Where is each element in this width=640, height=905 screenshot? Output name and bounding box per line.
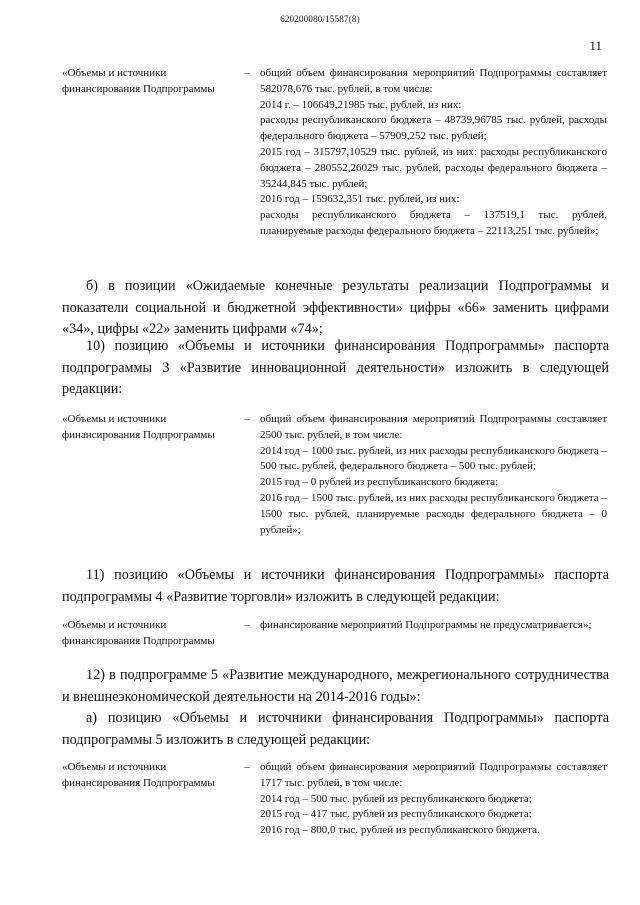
value-line: 2014 год – 500 тыс. рублей из республиканского бюджета;: [260, 792, 532, 805]
value-line: 2016 год – 800,0 тыс. рублей из республиканского бюджета.: [260, 824, 540, 837]
paragraph-text: 11) позицию «Объемы и источники финансирования Подпрограммы» паспорта подпрограммы 4 «Развитие торговли» изложить в следующей редакции:: [62, 567, 609, 605]
funding-table-subprogram-3: [62, 412, 607, 538]
paragraph-10: [62, 336, 609, 401]
value-line: общий объем финансирования мероприятий Подпрограммы составляет 582078,676 тыс. рублей, в том числе:: [260, 67, 607, 95]
table-value: [260, 618, 607, 650]
value-line: 2015 год – 315797,10529 тыс. рублей, из них: расходы республиканского бюджета – 280552,26029 тыс. рублей, расходы федерального бюджета – 35244,845 тыс. рублей;: [260, 145, 607, 190]
value-line: общий объем финансирования мероприятий Подпрограммы составляет 1717 тыс. рублей, в том числе:: [260, 761, 607, 789]
table-label: «Объемы и источники финансирования Подпрограммы: [62, 67, 215, 95]
table-dash: –: [244, 619, 250, 631]
table-value: [260, 66, 607, 240]
funding-table-subprogram-5: [62, 760, 607, 839]
value-line: 2014 год – 1000 тыс. рублей, из них расходы республиканского бюджета – 500 тыс. рублей, федерального бюджета – 500 тыс. рублей;: [260, 444, 607, 473]
table-value: [260, 760, 607, 839]
value-line: общий объем финансирования мероприятий Подпрограммы составляет 2500 тыс. рублей, в том числе:: [260, 413, 607, 441]
paragraph-text: 10) позицию «Объемы и источники финансирования Подпрограммы» паспорта подпрограммы 3 «Развитие инновационной деятельности» изложить в следующей редакции:: [62, 338, 609, 397]
value-line: расходы республиканского бюджета – 48739,96785 тыс. рублей, расходы федерального бюджета – 57909,252 тыс. рублей;: [260, 114, 607, 143]
value-line: 2014 г. – 106649,21985 тыс. рублей, из них:: [260, 98, 462, 111]
value-line: 2016 год – 1500 тыс. рублей, из них расходы республиканского бюджета – 1500 тыс. рублей, планируемые расходы федерального бюджета – 0 рублей»;: [260, 491, 607, 536]
value-line: 2015 год – 417 тыс. рублей из республиканского бюджета;: [260, 808, 532, 821]
paragraph-12: [62, 665, 609, 708]
value-line: финансирование мероприятий Подпрограммы не предусматривается»;: [260, 619, 592, 631]
value-line: 2016 год – 159632,351 тыс. рублей, из них:: [260, 193, 460, 206]
paragraph-11: [62, 565, 609, 608]
paragraph-text: а) позицию «Объемы и источники финансирования Подпрограммы» паспорта подпрограммы 5 изложить в следующей редакции:: [62, 710, 609, 748]
paragraph-text: б) в позиции «Ожидаемые конечные результаты реализации Подпрограммы и показатели социальной и бюджетной эффективности» цифры «66» заменить цифрами «34», цифры «22» заменить цифрами «74»;: [62, 278, 609, 337]
funding-table-subprogram-4: [62, 618, 607, 650]
value-line: расходы республиканского бюджета – 137519,1 тыс. рублей, планируемые расходы федерального бюджета – 22113,251 тыс. рублей»;: [260, 209, 607, 237]
page-number: 11: [589, 38, 602, 53]
document-id: 620200080/15587(8): [280, 14, 360, 24]
table-label: «Объемы и источники финансирования Подпрограммы: [62, 761, 215, 789]
value-line: 2015 год – 0 рублей из республиканского бюджета;: [260, 476, 499, 489]
table-dash: –: [244, 413, 250, 425]
paragraph-b: [62, 276, 609, 341]
table-value: [260, 412, 607, 538]
table-dash: –: [244, 761, 250, 773]
table-label: «Объемы и источники финансирования Подпрограммы: [62, 413, 215, 441]
paragraph-text: 12) в подпрограмме 5 «Развитие международного, межрегионального сотрудничества и внешнеэкономической деятельности на 2014-2016 годы»:: [62, 667, 609, 705]
table-dash: –: [244, 67, 250, 79]
paragraph-a: [62, 708, 609, 751]
table-label: «Объемы и источники финансирования Подпрограммы: [62, 619, 215, 647]
funding-table-subprogram-2: [62, 66, 607, 240]
